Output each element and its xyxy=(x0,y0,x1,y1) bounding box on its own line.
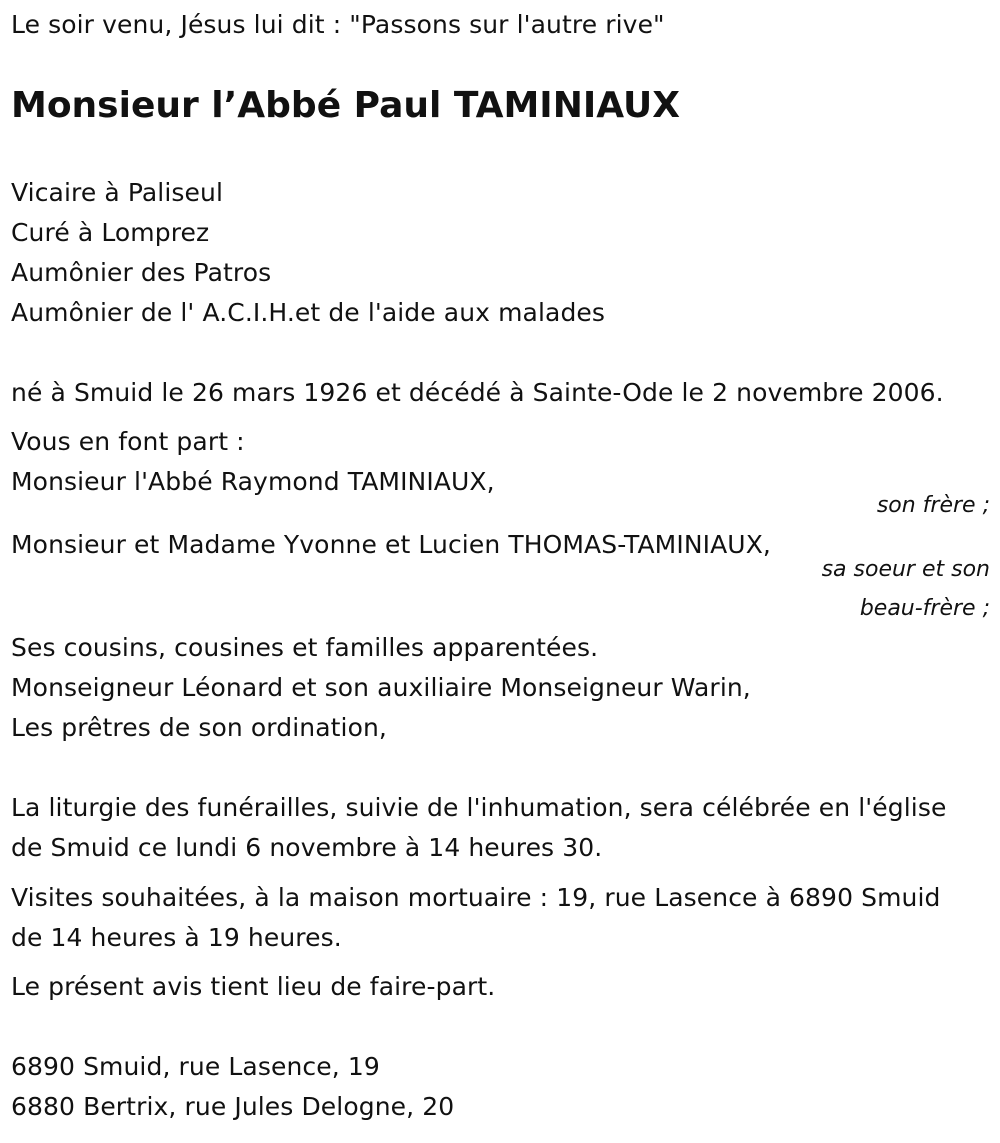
address-2: 6880 Bertrix, rue Jules Delogne, 20 xyxy=(11,1092,455,1121)
visits-line-2: de 14 heures à 19 heures. xyxy=(11,923,342,952)
address-1: 6890 Smuid, rue Lasence, 19 xyxy=(11,1052,380,1081)
visits-line-1: Visites souhaitées, à la maison mortuaire : 19, rue Lasence à 6890 Smuid xyxy=(11,883,941,912)
role-4: Aumônier de l' A.C.I.H.et de l'aide aux malades xyxy=(11,298,606,327)
family-2-relation-line2: beau-frère ; xyxy=(859,596,990,621)
notice: Le présent avis tient lieu de faire-part. xyxy=(11,972,496,1001)
deceased-name: Monsieur l’Abbé Paul TAMINIAUX xyxy=(11,85,680,126)
announce-intro: Vous en font part : xyxy=(11,427,245,456)
others-1: Ses cousins, cousines et familles apparentées. xyxy=(11,633,599,662)
role-1: Vicaire à Paliseul xyxy=(11,178,223,207)
others-3: Les prêtres de son ordination, xyxy=(11,713,387,742)
epigraph: Le soir venu, Jésus lui dit : "Passons sur l'autre rive" xyxy=(11,10,665,39)
family-2-name: Monsieur et Madame Yvonne et Lucien THOMAS-TAMINIAUX, xyxy=(11,530,771,559)
family-1-name: Monsieur l'Abbé Raymond TAMINIAUX, xyxy=(11,467,495,496)
family-2-relation-line1: sa soeur et son xyxy=(821,557,990,582)
liturgy-line-2: de Smuid ce lundi 6 novembre à 14 heures 30. xyxy=(11,833,603,862)
role-3: Aumônier des Patros xyxy=(11,258,272,287)
birth-death: né à Smuid le 26 mars 1926 et décédé à Sainte-Ode le 2 novembre 2006. xyxy=(11,378,944,407)
role-2: Curé à Lomprez xyxy=(11,218,210,247)
liturgy-line-1: La liturgie des funérailles, suivie de l'inhumation, sera célébrée en l'église xyxy=(11,793,947,822)
others-2: Monseigneur Léonard et son auxiliaire Monseigneur Warin, xyxy=(11,673,751,702)
family-1-relation: son frère ; xyxy=(876,493,990,518)
